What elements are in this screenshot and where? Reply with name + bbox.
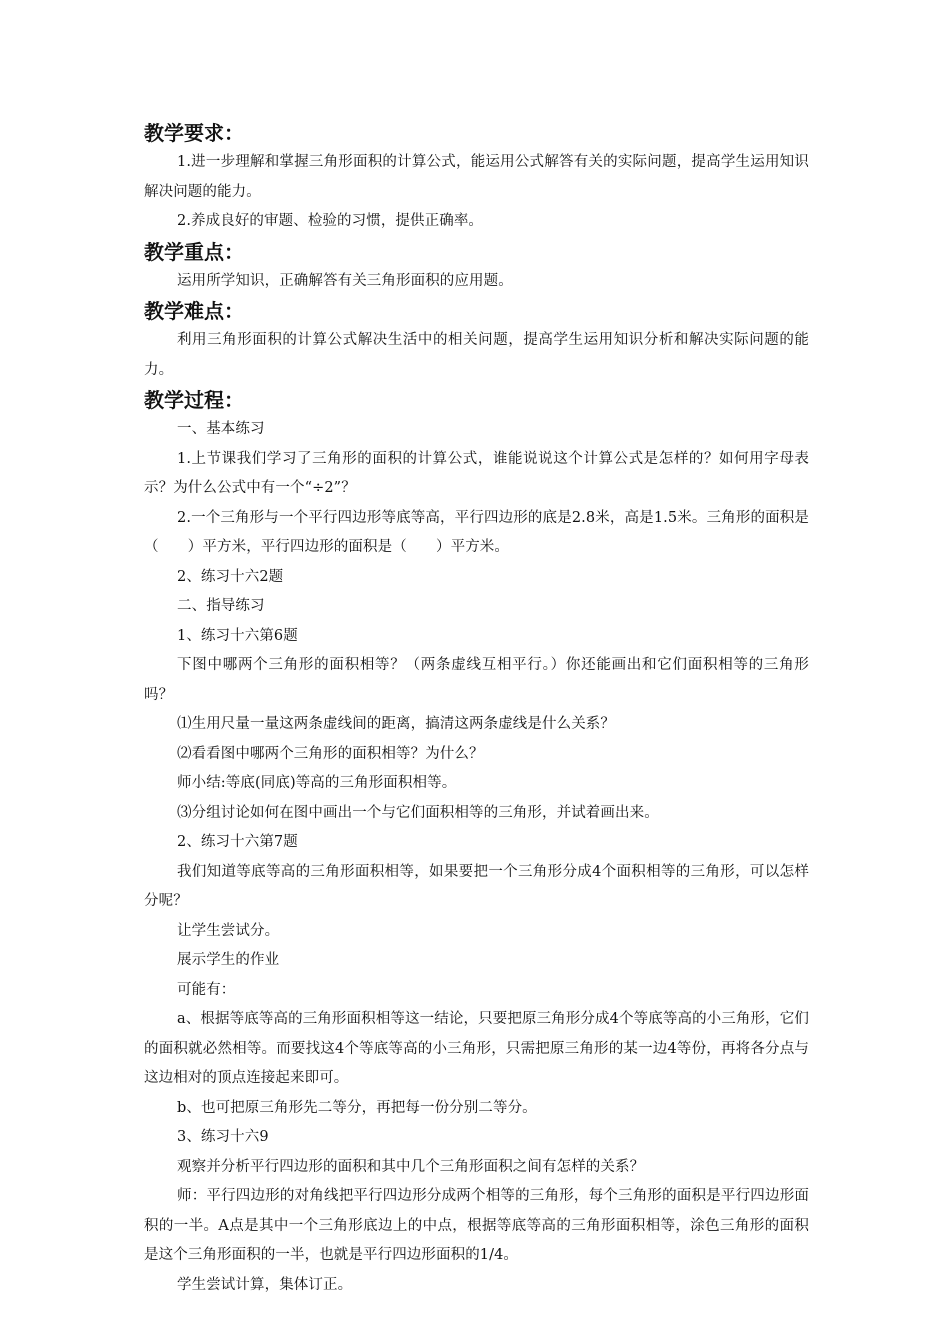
- section-heading-difficulties: 教学难点：: [144, 299, 244, 323]
- paragraph: a、根据等底等高的三角形面积相等这一结论，只要把原三角形分成4个等底等高的小三角形，它们的面积就必然相等。而要找这4个等底等高的小三角形，只需把原三角形的某一边4等份，再将各分点与这边相对的顶点连接起来即可。: [144, 1011, 809, 1086]
- paragraph: 二、指导练习: [177, 598, 265, 614]
- paragraph: 观察并分析平行四边形的面积和其中几个三角形面积之间有怎样的关系？: [177, 1158, 645, 1175]
- paragraph: 一、基本练习: [177, 421, 265, 437]
- paragraph: 1、练习十六第6题: [177, 627, 298, 644]
- paragraph: 展示学生的作业: [177, 952, 280, 968]
- paragraph: 我们知道等底等高的三角形面积相等，如果要把一个三角形分成4个面积相等的三角形，可以怎样分呢？: [144, 863, 809, 909]
- paragraph: 运用所学知识，正确解答有关三角形面积的应用题。: [177, 272, 513, 289]
- paragraph: 师小结:等底(同底)等高的三角形面积相等。: [177, 775, 457, 791]
- document-page: [144, 118, 809, 1300]
- paragraph: 让学生尝试分。: [177, 922, 280, 939]
- paragraph: 1.上节课我们学习了三角形的面积的计算公式，谁能说说这个计算公式是怎样的？如何用字母表示？为什么公式中有一个“÷2”？: [144, 450, 809, 496]
- paragraph: 利用三角形面积的计算公式解决生活中的相关问题，提高学生运用知识分析和解决实际问题的能力。: [144, 332, 809, 378]
- paragraph: ⑶分组讨论如何在图中画出一个与它们面积相等的三角形，并试着画出来。: [177, 804, 659, 821]
- paragraph: 1.进一步理解和掌握三角形面积的计算公式，能运用公式解答有关的实际问题，提高学生运用知识解决问题的能力。: [144, 154, 809, 200]
- paragraph: 下图中哪两个三角形的面积相等？（两条虚线互相平行。）你还能画出和它们面积相等的三角形吗？: [144, 657, 809, 703]
- section-heading-process: 教学过程：: [144, 388, 244, 412]
- paragraph: 3、练习十六9: [177, 1129, 269, 1145]
- section-heading-requirements: 教学要求：: [144, 121, 244, 145]
- paragraph: 可能有：: [177, 981, 236, 998]
- paragraph: ⑵看看图中哪两个三角形的面积相等？为什么？: [177, 745, 484, 762]
- paragraph: b、也可把原三角形先二等分，再把每一份分别二等分。: [177, 1099, 537, 1116]
- paragraph: 师：平行四边形的对角线把平行四边形分成两个相等的三角形，每个三角形的面积是平行四边形面积的一半。A点是其中一个三角形底边上的中点，根据等底等高的三角形面积相等，涂色三角形的面积是这个三角形面积的一半，也就是平行四边形面积的1/4。: [144, 1188, 809, 1263]
- paragraph: 2、练习十六第7题: [177, 834, 298, 850]
- section-heading-key-points: 教学重点：: [144, 239, 244, 264]
- paragraph: 学生尝试计算，集体订正。: [177, 1276, 353, 1293]
- paragraph: ⑴生用尺量一量这两条虚线间的距离，搞清这两条虚线是什么关系？: [177, 716, 615, 732]
- paragraph: 2、练习十六2题: [177, 568, 284, 585]
- paragraph: 2.养成良好的审题、检验的习惯，提供正确率。: [177, 213, 484, 229]
- paragraph: 2.一个三角形与一个平行四边形等底等高，平行四边形的底是2.8米，高是1.5米。三角形的面积是（ ）平方米，平行四边形的面积是（ ）平方米。: [144, 509, 809, 555]
